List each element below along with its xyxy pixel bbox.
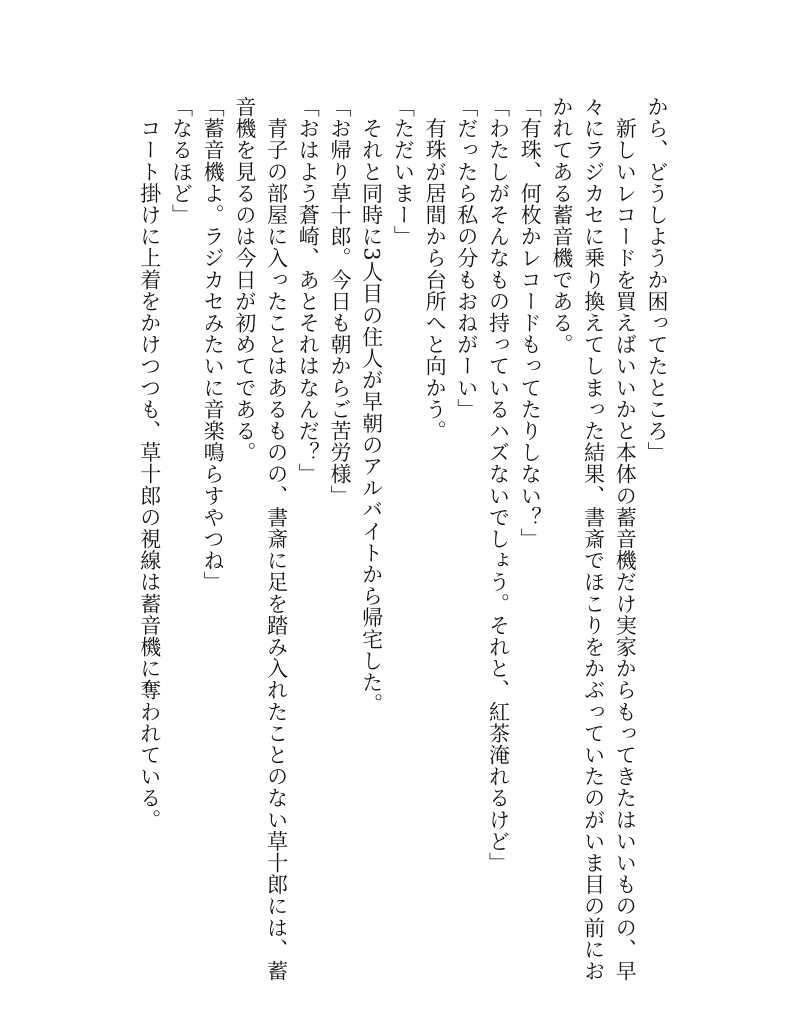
text-line: 々にラジカセに乗り換えてしまった結果、書斎でほこりをかぶっていたのがいま目の前にお <box>581 96 606 982</box>
text-line: かれてある蓄音機である。 <box>549 96 574 356</box>
text-line: 「おはよう蒼崎、あとそれはなんだ？」 <box>296 96 321 485</box>
text-line: 音機を見るのは今日が初めてである。 <box>232 96 257 464</box>
text-line: 「蓄音機よ。ラジカセみたいに音楽鳴らすやつね」 <box>201 96 226 593</box>
text-line: 「わたしがそんなもの持っているハズないでしょう。それと、紅茶淹れるけど」 <box>486 96 511 874</box>
text-line: それと同時に3人目の住人が早朝のアルバイトから帰宅した。 <box>359 96 384 715</box>
text-line: 「お帰り草十郎。今日も朝からご苦労様」 <box>327 96 352 507</box>
text-line: 「なるほど」 <box>169 96 194 226</box>
text-line: 青子の部屋に入ったことはあるものの、書斎に足を踏み入れたことのない草十郎には、蓄 <box>264 96 289 982</box>
text-line: コート掛けに上着をかけつつも、草十郎の視線は蓄音機に奪われている。 <box>137 96 162 831</box>
text-line: 「だったら私の分もおねがーい」 <box>454 96 479 420</box>
text-line: 「ただいまー」 <box>391 96 416 248</box>
text-line: 新しいレコードを買えばいいかと本体の蓄音機だけ実家からもってきたはいいものの、早 <box>613 96 638 982</box>
text-line: 有珠が居間から台所へと向かう。 <box>423 96 448 442</box>
text-line: 「有珠、何枚かレコードもってたりしない？」 <box>518 96 543 550</box>
text-line: から、どうしようか困ってたところ」 <box>645 96 669 464</box>
vertical-text-body <box>122 96 672 982</box>
